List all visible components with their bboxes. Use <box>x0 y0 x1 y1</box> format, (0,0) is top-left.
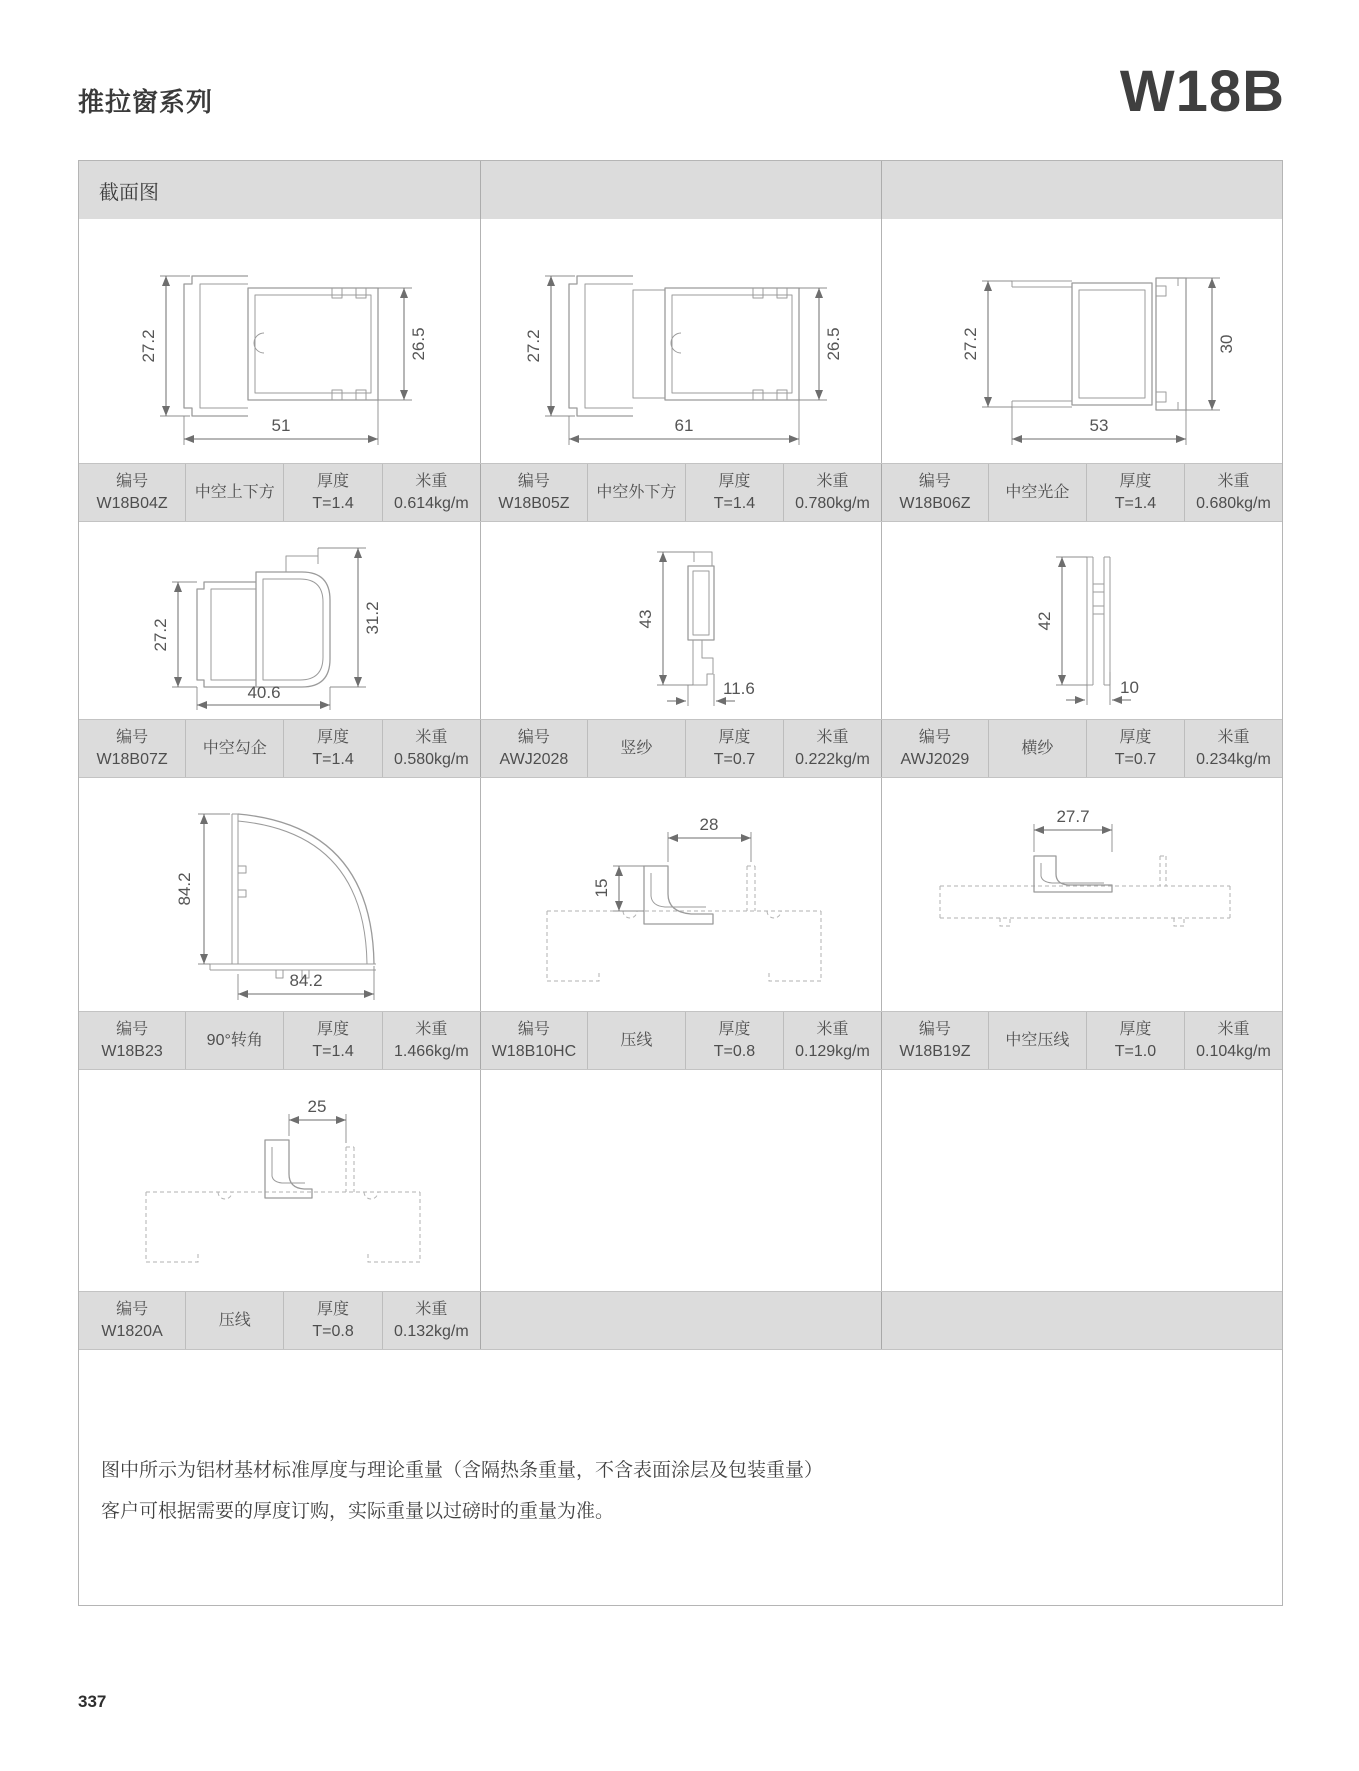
spec-code-cell <box>79 1292 185 1349</box>
dim-bottom: 51 <box>271 416 290 435</box>
spec-thickness-cell <box>685 720 783 777</box>
profile-thickness: T=1.4 <box>312 1042 354 1060</box>
dim-bottom: 10 <box>1120 678 1139 697</box>
profile-diagram-w18b19z <box>882 778 1282 1011</box>
profile-code: W18B19Z <box>899 1042 971 1060</box>
spec-w18b10hc <box>480 1012 881 1069</box>
dim-bottom: 84.2 <box>288 971 323 990</box>
spec-w18b07z <box>79 720 480 777</box>
code-label: 编号 <box>116 1020 149 1038</box>
profile-name: 中空勾企 <box>202 739 267 757</box>
profile-diagram-awj2028 <box>481 522 881 719</box>
spec-code-cell <box>882 1012 988 1069</box>
spec-w1820a <box>79 1292 480 1349</box>
spec-weight-cell <box>382 1292 480 1349</box>
profile-name: 压线 <box>218 1311 251 1329</box>
profile-name: 压线 <box>620 1031 653 1049</box>
spec-thickness-cell <box>685 1012 783 1069</box>
dim-bottom: 40.6 <box>246 683 281 702</box>
spec-name-cell <box>185 720 283 777</box>
profile-name: 中空光企 <box>1005 483 1070 501</box>
dim-right: 26.5 <box>824 327 843 361</box>
spec-w18b19z <box>881 1012 1282 1069</box>
profile-thickness: T=1.4 <box>713 494 756 512</box>
weight-label: 米重 <box>1217 728 1250 746</box>
profile-weight: 1.466kg/m <box>393 1042 469 1060</box>
spec-row-1 <box>79 463 1282 522</box>
spec-weight-cell <box>382 464 480 521</box>
weight-label: 米重 <box>415 1300 448 1318</box>
thickness-label: 厚度 <box>1119 1020 1152 1038</box>
profile-name: 横纱 <box>1021 739 1054 757</box>
profile-diagram-w18b23 <box>80 778 480 1011</box>
spec-thickness-cell <box>1086 720 1184 777</box>
profile-diagram-w18b05z <box>481 219 881 463</box>
spec-weight-cell <box>1184 464 1282 521</box>
spec-code-cell <box>481 1012 587 1069</box>
profile-weight: 0.222kg/m <box>795 750 870 768</box>
spec-w18b05z <box>480 464 881 521</box>
dim-right: 31.2 <box>362 601 382 635</box>
spec-thickness-cell <box>283 1292 381 1349</box>
drawing-cell-empty-2 <box>881 1070 1282 1291</box>
drawing-cell-w18b10hc <box>480 778 881 1011</box>
weight-label: 米重 <box>415 1020 448 1038</box>
drawing-row-4 <box>79 1070 1282 1291</box>
code-label: 编号 <box>517 728 550 746</box>
section-table <box>78 160 1283 1606</box>
spec-code-cell <box>481 720 587 777</box>
weight-label: 米重 <box>1217 472 1250 490</box>
code-label: 编号 <box>116 728 149 746</box>
thickness-label: 厚度 <box>718 728 751 746</box>
dim-bottom: 53 <box>1089 416 1109 435</box>
model-code: W18B <box>1119 59 1285 124</box>
dim-left: 27.2 <box>524 329 543 363</box>
profile-weight: 0.614kg/m <box>393 494 469 512</box>
profile-name: 中空上下方 <box>194 483 275 501</box>
dim-bottom: 61 <box>674 416 694 435</box>
profile-weight: 0.580kg/m <box>393 750 469 768</box>
dim-left: 42 <box>1035 611 1054 631</box>
profile-diagram-w18b06z <box>882 219 1282 463</box>
spec-weight-cell <box>783 720 881 777</box>
page-title: 推拉窗系列 <box>78 87 214 117</box>
dim-top: 28 <box>699 815 719 834</box>
weight-label: 米重 <box>415 728 448 746</box>
profile-name: 中空外下方 <box>596 483 677 501</box>
spec-weight-cell <box>783 1012 881 1069</box>
spec-weight-cell <box>1184 1012 1282 1069</box>
profile-diagram-w18b07z <box>80 522 480 719</box>
spec-w18b06z <box>881 464 1282 521</box>
spec-name-cell <box>587 720 685 777</box>
dim-top: 25 <box>307 1097 326 1116</box>
profile-diagram-w1820a <box>80 1070 480 1291</box>
profile-code: W18B10HC <box>491 1042 577 1060</box>
spec-w18b04z <box>79 464 480 521</box>
code-label: 编号 <box>918 1020 951 1038</box>
spec-thickness-cell <box>283 720 381 777</box>
profile-thickness: T=0.7 <box>1114 750 1157 768</box>
section-header-cell: 截面图 <box>99 181 159 204</box>
weight-label: 米重 <box>816 728 849 746</box>
drawing-row-1 <box>79 219 1282 463</box>
profile-thickness: T=1.4 <box>312 750 354 768</box>
code-label: 编号 <box>918 728 951 746</box>
drawing-cell-awj2029 <box>881 522 1282 719</box>
spec-code-cell <box>79 464 185 521</box>
spec-row-2 <box>79 719 1282 778</box>
page-number: 337 <box>78 1692 107 1711</box>
thickness-label: 厚度 <box>718 472 751 490</box>
weight-label: 米重 <box>415 472 448 490</box>
thickness-label: 厚度 <box>317 728 350 746</box>
drawing-cell-w1820a <box>79 1070 480 1291</box>
drawing-cell-awj2028 <box>480 522 881 719</box>
dim-left: 27.2 <box>138 329 158 363</box>
spec-code-cell <box>882 720 988 777</box>
note-line-2: 客户可根据需要的厚度订购，实际重量以过磅时的重量为准。 <box>101 1501 615 1522</box>
spec-thickness-cell <box>685 464 783 521</box>
profile-weight: 0.104kg/m <box>1196 1042 1271 1060</box>
profile-diagram-awj2029 <box>882 522 1282 719</box>
code-label: 编号 <box>116 1300 149 1318</box>
spec-thickness-cell <box>1086 1012 1184 1069</box>
thickness-label: 厚度 <box>1119 728 1152 746</box>
profile-weight: 0.680kg/m <box>1196 494 1271 512</box>
thickness-label: 厚度 <box>718 1020 751 1038</box>
profile-weight: 0.234kg/m <box>1196 750 1271 768</box>
weight-label: 米重 <box>816 472 849 490</box>
table-header-row <box>79 161 1282 219</box>
profile-weight: 0.129kg/m <box>795 1042 870 1060</box>
spec-weight-cell <box>1184 720 1282 777</box>
code-label: 编号 <box>918 472 951 490</box>
spec-w18b23 <box>79 1012 480 1069</box>
dim-left: 15 <box>592 878 611 898</box>
code-label: 编号 <box>517 472 550 490</box>
spec-awj2028 <box>480 720 881 777</box>
spec-name-cell <box>988 464 1086 521</box>
spec-thickness-cell <box>283 1012 381 1069</box>
code-label: 编号 <box>517 1020 550 1038</box>
dim-right: 30 <box>1217 334 1236 354</box>
drawing-cell-w18b05z <box>480 219 881 463</box>
spec-thickness-cell <box>1086 464 1184 521</box>
dim-left: 84.2 <box>174 872 194 906</box>
spec-code-cell <box>79 720 185 777</box>
spec-thickness-cell <box>283 464 381 521</box>
spec-weight-cell <box>783 464 881 521</box>
spec-name-cell <box>587 1012 685 1069</box>
profile-code: W18B23 <box>101 1042 163 1060</box>
profile-thickness: T=0.7 <box>713 750 756 768</box>
note-line-1: 图中所示为铝材基材标准厚度与理论重量（含隔热条重量，不含表面涂层及包装重量） <box>101 1460 824 1481</box>
dim-right: 26.5 <box>408 327 428 361</box>
profile-thickness: T=0.8 <box>312 1322 354 1340</box>
section-header-cell-2 <box>480 161 881 219</box>
spec-row-3 <box>79 1011 1282 1070</box>
profile-thickness: T=1.4 <box>1114 494 1157 512</box>
spec-name-cell <box>185 464 283 521</box>
profile-thickness: T=1.4 <box>312 494 354 512</box>
spec-row-4 <box>79 1291 1282 1350</box>
drawing-row-3 <box>79 778 1282 1011</box>
profile-name: 中空压线 <box>1005 1031 1070 1049</box>
drawing-cell-empty-1 <box>480 1070 881 1291</box>
profile-diagram-w18b04z <box>80 219 480 463</box>
dim-left: 27.2 <box>961 327 980 361</box>
drawing-cell-w18b23 <box>79 778 480 1011</box>
thickness-label: 厚度 <box>317 1020 350 1038</box>
spec-name-cell <box>988 1012 1086 1069</box>
spec-weight-cell <box>382 1012 480 1069</box>
profile-code: W18B07Z <box>96 750 168 768</box>
profile-code: AWJ2028 <box>499 750 569 768</box>
spec-empty-2 <box>881 1292 1282 1349</box>
thickness-label: 厚度 <box>317 472 350 490</box>
notes-section <box>79 1350 1282 1605</box>
profile-name: 竖纱 <box>620 739 653 757</box>
drawing-cell-w18b04z <box>79 219 480 463</box>
spec-awj2029 <box>881 720 1282 777</box>
profile-code: W18B04Z <box>96 494 168 512</box>
drawing-cell-w18b07z <box>79 522 480 719</box>
spec-name-cell <box>988 720 1086 777</box>
drawing-cell-w18b19z <box>881 778 1282 1011</box>
spec-weight-cell <box>382 720 480 777</box>
drawing-cell-w18b06z <box>881 219 1282 463</box>
profile-code: W18B06Z <box>899 494 971 512</box>
profile-diagram-w18b10hc <box>481 778 881 1011</box>
spec-name-cell <box>587 464 685 521</box>
spec-code-cell <box>882 464 988 521</box>
profile-thickness: T=1.0 <box>1114 1042 1157 1060</box>
code-label: 编号 <box>116 472 149 490</box>
thickness-label: 厚度 <box>1119 472 1152 490</box>
dim-left: 27.2 <box>150 618 170 652</box>
spec-code-cell <box>79 1012 185 1069</box>
profile-code: AWJ2029 <box>900 750 970 768</box>
profile-weight: 0.132kg/m <box>393 1322 469 1340</box>
profile-name: 90°转角 <box>206 1031 263 1049</box>
drawing-row-2 <box>79 522 1282 719</box>
dim-top: 27.7 <box>1056 807 1090 826</box>
profile-thickness: T=0.8 <box>713 1042 756 1060</box>
weight-label: 米重 <box>1217 1020 1250 1038</box>
spec-empty-1 <box>480 1292 881 1349</box>
section-header-cell-3 <box>881 161 1282 219</box>
profile-code: W18B05Z <box>498 494 570 512</box>
profile-weight: 0.780kg/m <box>795 494 870 512</box>
dim-left: 43 <box>636 609 655 629</box>
profile-code: W1820A <box>101 1322 163 1340</box>
dim-bottom: 11.6 <box>723 679 755 698</box>
thickness-label: 厚度 <box>317 1300 350 1318</box>
spec-name-cell <box>185 1292 283 1349</box>
weight-label: 米重 <box>816 1020 849 1038</box>
spec-code-cell <box>481 464 587 521</box>
spec-name-cell <box>185 1012 283 1069</box>
